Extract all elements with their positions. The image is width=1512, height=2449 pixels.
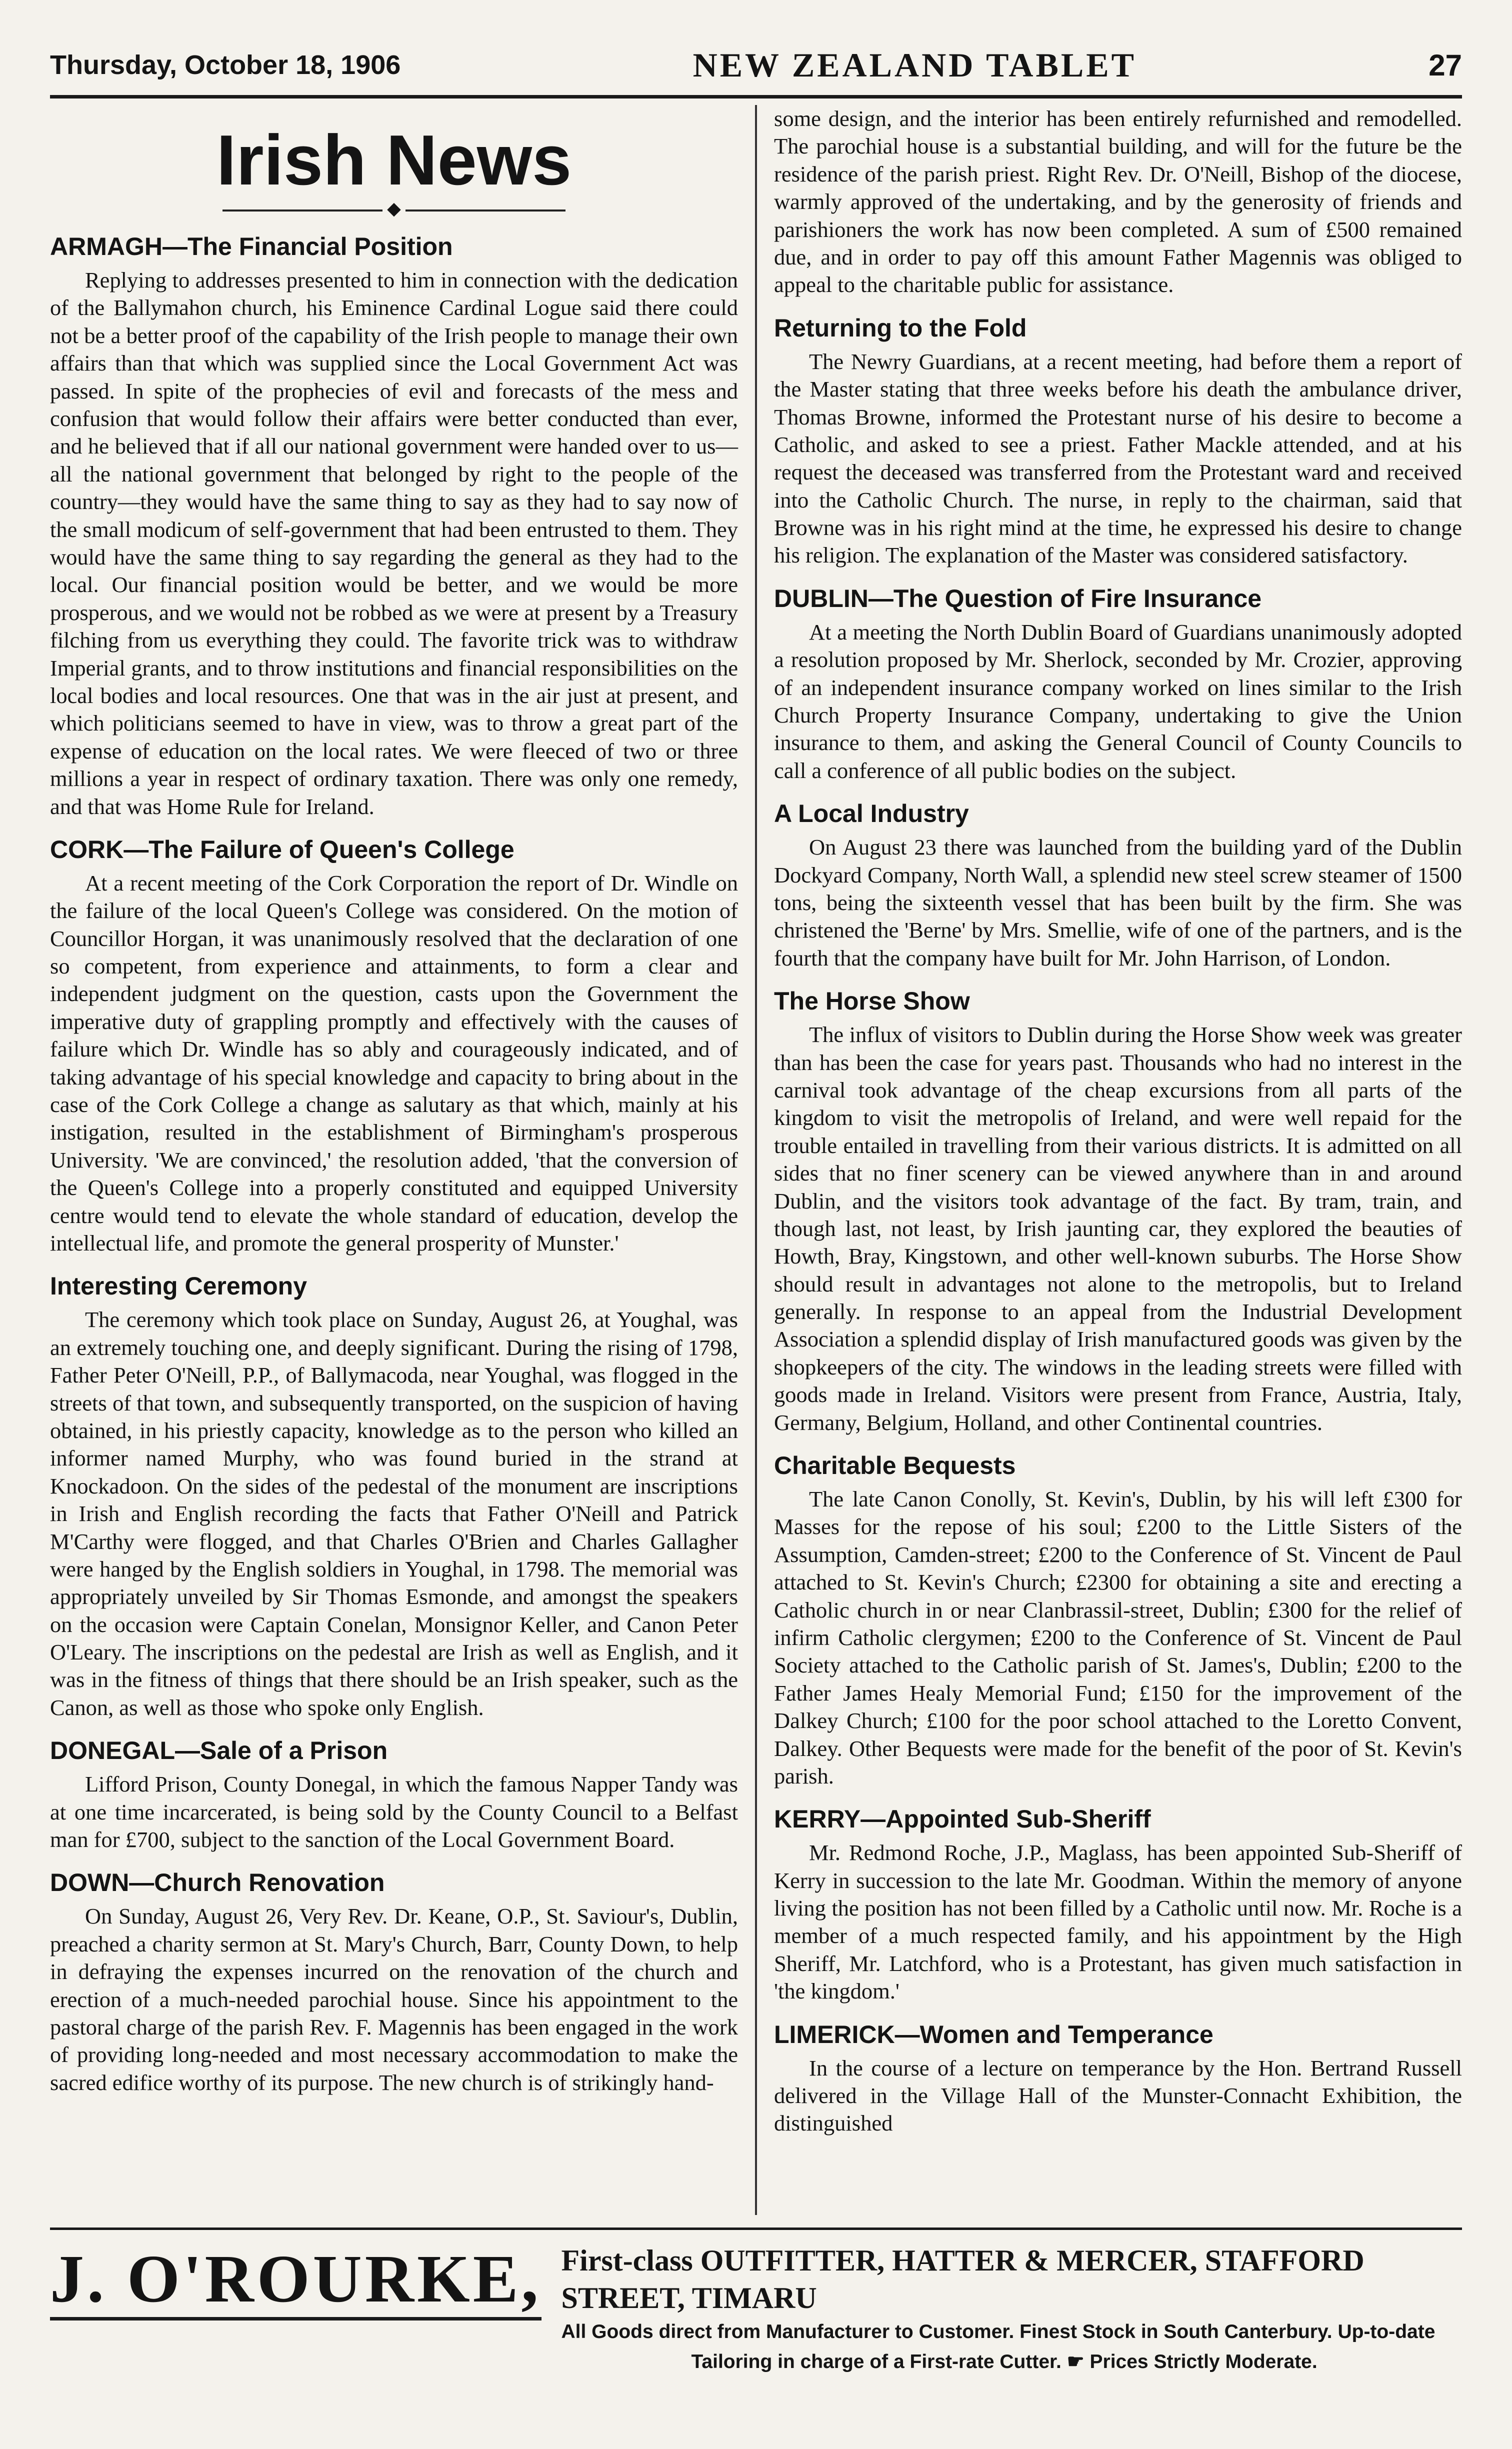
ad-line-2: All Goods direct from Manufacturer to Customer. Finest Stock in South Canterbury. Up-to-date	[561, 2321, 1436, 2342]
article	[50, 1736, 738, 1854]
article-headline: KERRY—Appointed Sub-Sheriff	[774, 1805, 1151, 1834]
article	[774, 584, 1462, 784]
left-column	[50, 105, 757, 2215]
article	[50, 836, 738, 1257]
article-headline: Interesting Ceremony	[50, 1272, 308, 1300]
article-columns	[50, 105, 1462, 2215]
right-column	[757, 105, 1462, 2215]
advertisement-footer	[50, 2228, 1462, 2422]
article-paragraph: In the course of a lecture on temperance by the Hon. Bertrand Russell delivered in the Village Hall of the Munster-Connacht Exhibition, the distinguished	[774, 2055, 1462, 2136]
article-headline: A Local Industry	[774, 800, 969, 828]
article-paragraph: The Newry Guardians, at a recent meeting, had before them a report of the Master stating that three weeks before his death the ambulance driver, Thomas Browne, informed the Protestant nurse of his desire to become a Catholic, and asked to see a priest. Father Mackle attended, and at his request the deceased was transferred from the Protestant ward and received into the Catholic Church. The nurse, in reply to the chairman, said that Browne was in his right mind at the time, he expressed his desire to change his religion. The explanation of the Master was considered satisfactory.	[774, 348, 1462, 568]
page-number: 27	[1428, 48, 1462, 82]
article-headline: CORK—The Failure of Queen's College	[50, 835, 514, 864]
ad-line-3: Tailoring in charge of a First-rate Cutter. ☛ Prices Strictly Moderate.	[691, 2351, 1318, 2373]
article	[774, 987, 1462, 1436]
advertisement-text	[562, 2242, 1462, 2378]
section-title: Irish News	[216, 120, 572, 200]
article-headline: DUBLIN—The Question of Fire Insurance	[774, 584, 1262, 612]
article-paragraph: On Sunday, August 26, Very Rev. Dr. Keane, O.P., St. Saviour's, Dublin, preached a charity sermon at St. Mary's Church, Barr, County Down, to help in defraying the expenses incurred on the renovation of the church and erection of a much-needed parochial house. Since his appointment to the pastoral charge of the parish Rev. F. Magennis has been engaged in the work of providing long-needed and most necessary accommodation to make the sacred edifice worthy of its purpose. The new church is of strikingly hand-	[50, 1904, 738, 2095]
article-headline: LIMERICK—Women and Temperance	[774, 2020, 1214, 2048]
article	[50, 1868, 738, 2096]
article-paragraph: Replying to addresses presented to him in connection with the dedication of the Ballymahon church, his Eminence Cardinal Logue said there could not be a better proof of the capability of the Irish people to manage their own affairs than that which was supplied since the Local Government Act was passed. In spite of the prophecies of evil and forecasts of the mess and confusion that would follow their affairs were better conducted than ever, and he believed that if all our national government were handed over to us—all the national government that belonged by right to the people of the country—they would have the same thing to say as they had to say now of the small modicum of self-government that had been entrusted to them. They would have the same thing to say regarding the general as they had to the local. Our financial position would be better, and we would be more prosperous, and we would not be robbed as we were at present by a Treasury filching from us everything they could. The favorite trick was to withdraw Imperial grants, and to throw institutions and financial responsibilities on the local bodies and local resources. One that was in the air just at present, and which politicians seemed to have in view, was to throw a great part of the expense of education on the local rates. We were fleeced of two or three millions a year in respect of ordinary taxation. There was only one remedy, and that was Home Rule for Ireland.	[50, 268, 738, 819]
article-paragraph: At a meeting the North Dublin Board of Guardians unanimously adopted a resolution proposed by Mr. Sherlock, seconded by Mr. Crozier, approving of an independent insurance company worked on lines similar to the Irish Church Property Insurance Company, undertaking to give the Union insurance to them, and asking the General Council of County Councils to call a conference of all public bodies on the subject.	[774, 619, 1462, 783]
article-headline: The Horse Show	[774, 987, 970, 1016]
advertiser-name: J. O'ROURKE,	[50, 2242, 542, 2320]
masthead: NEW ZEALAND TABLET	[692, 46, 1136, 84]
issue-date: Thursday, October 18, 1906	[50, 50, 401, 80]
article-paragraph: some design, and the interior has been entirely refurnished and remodelled. The parochial house is a substantial building, and will for the future be the residence of the parish priest. Right Rev. Dr. O'Neill, Bishop of the diocese, warmly approved of the undertaking, and by the generosity of friends and parishioners the work has now been completed. A sum of £500 remained due, and in order to pay off this amount Father Magennis was obliged to appeal to the charitable public for assistance.	[774, 106, 1462, 298]
article	[774, 105, 1462, 299]
article	[774, 314, 1462, 570]
article	[774, 2020, 1462, 2138]
article-headline: DONEGAL—Sale of a Prison	[50, 1736, 388, 1765]
article-headline: ARMAGH—The Financial Position	[50, 232, 453, 261]
article-paragraph: The late Canon Conolly, St. Kevin's, Dublin, by his will left £300 for Masses for the repose of his soul; £200 to the Little Sisters of the Assumption, Camden-street; £200 to the Conference of St. Vincent de Paul attached to St. Kevin's Church; £2300 for obtaining a site and erecting a Catholic church in or near Clanbrassil-street, Dublin; £300 for the relief of infirm Catholic clergymen; £200 to the Conference of St. Vincent de Paul Society attached to the Catholic parish of St. James's, Dublin; £200 to the Father James Healy Memorial Fund; £150 for the improvement of the Dalkey Church; £100 for the poor school attached to the Loretto Convent, Dalkey. Other Bequests were made for the benefit of the poor of St. Kevin's parish.	[774, 1486, 1462, 1788]
article	[50, 232, 738, 820]
article	[774, 800, 1462, 972]
article-paragraph: The influx of visitors to Dublin during the Horse Show week was greater than has been the case for years past. Thousands who had no interest in the carnival took advantage of the cheap excursions from all parts of the kingdom to visit the metropolis of Ireland, and were well repaid for the trouble entailed in travelling from their various districts. It is admitted on all sides that no finer scenery can be viewed anywhere than in and around Dublin, and the visitors took advantage of the fact. By tram, train, and though last, not least, by Irish jaunting car, they explored the beauties of Howth, Bray, Kingstown, and other well-known suburbs. The Horse Show should result in advantages not alone to the metropolis, but to Ireland generally. In response to an appeal from the Industrial Development Association a splendid display of Irish manufactured goods was given by the shopkeepers of the city. The windows in the leading streets were filled with goods made in Ireland. Visitors were present from France, Austria, Italy, Germany, Belgium, Holland, and other Continental countries.	[774, 1022, 1462, 1435]
article-paragraph: The ceremony which took place on Sunday, August 26, at Youghal, was an extremely touching one, and deeply significant. During the rising of 1798, Father Peter O'Neill, P.P., of Ballymacoda, near Youghal, was flogged in the streets of that town, and subsequently transported, on the suspicion of having obtained, in his priestly capacity, knowledge as to the person who killed an informer named Murphy, who was found buried in the strand at Knockadoon. On the sides of the pedestal of the monument are inscriptions in Irish and English recording the facts that Father O'Neill and Patrick M'Carthy were flogged, and that Charles O'Brien and Charles Gallagher were hanged by the English soldiers in Youghal, in 1798. The memorial was appropriately unveiled by Sir Thomas Esmonde, and amongst the speakers on the occasion were Captain Conelan, Monsignor Keller, and Canon Peter O'Leary. The inscriptions on the pedestal are Irish as well as English, and it was in the fitness of things that there should be an Irish speaker, such as the Canon, as well as those who spoke only English.	[50, 1307, 738, 1720]
article-headline: DOWN—Church Renovation	[50, 1868, 385, 1897]
article	[774, 1805, 1462, 2005]
article-paragraph: On August 23 there was launched from the building yard of the Dublin Dockyard Company, North Wall, a splendid new steel screw steamer of 1500 tons, being the sixteenth vessel that has been built by the firm. She was christened the 'Berne' by Mrs. Smellie, wife of one of the partners, and is the fourth that the company have built for Mr. John Harrison, of London.	[774, 834, 1462, 970]
title-ornament: ◆	[50, 200, 738, 218]
ad-line-1: First-class OUTFITTER, HATTER & MERCER, STAFFORD STREET, TIMARU	[561, 2244, 1364, 2314]
page-header	[50, 35, 1462, 98]
article-headline: Charitable Bequests	[774, 1452, 1016, 1480]
article	[774, 1452, 1462, 1790]
article-paragraph: At a recent meeting of the Cork Corporation the report of Dr. Windle on the failure of the local Queen's College was considered. On the motion of Councillor Horgan, it was unanimously resolved that the declaration of one so competent, from experience and attainments, to form a clear and independent judgment on the question, casts upon the Government the imperative duty of grappling promptly and effectively with the causes of failure which Dr. Windle has so ably and courageously indicated, and of taking advantage of his special knowledge and capacity to bring about in the case of the Cork College a change as salutary as that which, mainly at his instigation, resulted in the establishment of Birmingham's prosperous University. 'We are convinced,' the resolution added, 'that the conversion of the Queen's College into a properly constituted and equipped University centre would tend to elevate the whole standard of education, develop the intellectual life, and promote the general prosperity of Munster.'	[50, 870, 738, 1256]
article-paragraph: Mr. Redmond Roche, J.P., Maglass, has been appointed Sub-Sheriff of Kerry in succession to the late Mr. Goodman. Within the memory of anyone living the position has not been filled by a Catholic until now. Mr. Roche is a member of a much respected family, and his appointment by the High Sheriff, Mr. Latchford, who is a Protestant, has given much satisfaction in 'the kingdom.'	[774, 1840, 1462, 2004]
article-paragraph: Lifford Prison, County Donegal, in which the famous Napper Tandy was at one time incarcerated, is being sold by the County Council to a Belfast man for £700, subject to the sanction of the Local Government Board.	[50, 1772, 738, 1852]
article-headline: Returning to the Fold	[774, 314, 1027, 342]
article	[50, 1272, 738, 1722]
